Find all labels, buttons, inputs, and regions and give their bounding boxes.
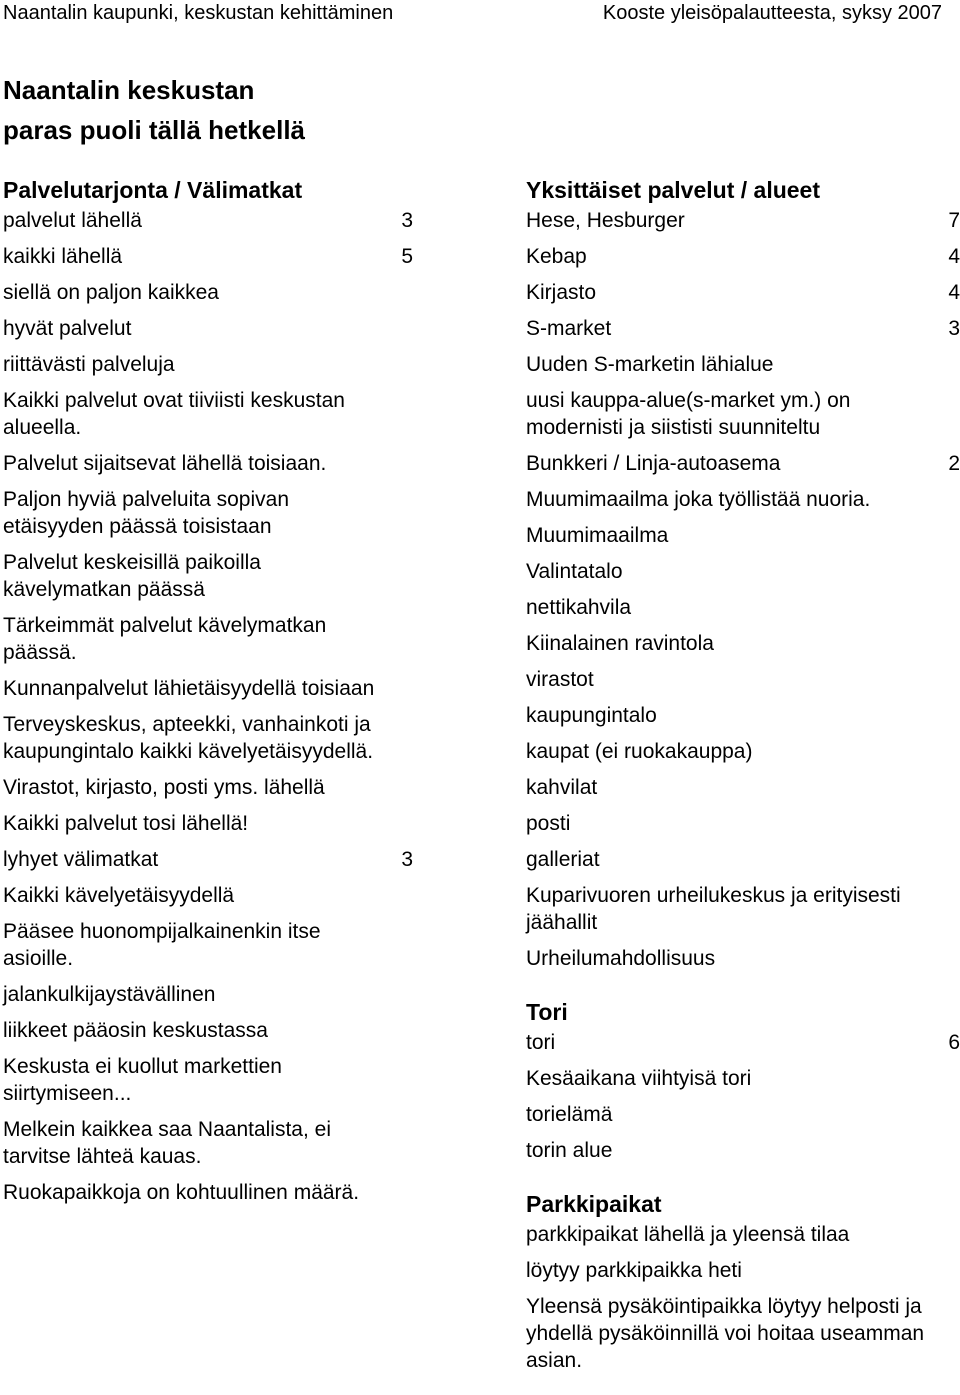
item-text: Kiinalainen ravintola <box>526 632 714 655</box>
item-text: Uuden S-marketin lähialue <box>526 353 774 376</box>
list-item <box>3 846 433 873</box>
list-item <box>526 279 960 306</box>
list-item <box>3 207 433 234</box>
item-text: parkkipaikat lähellä ja yleensä tilaa <box>526 1223 850 1246</box>
item-text: galleriat <box>526 848 600 871</box>
list-item <box>3 612 433 666</box>
list-item <box>3 774 433 801</box>
item-text: S-market <box>526 317 612 340</box>
list-item <box>526 387 960 441</box>
item-text: kaikki lähellä <box>3 245 123 268</box>
list-item <box>3 675 433 702</box>
item-text: riittävästi palveluja <box>3 353 175 376</box>
item-text: Virastot, kirjasto, posti yms. lähellä <box>3 776 325 799</box>
list-item <box>526 945 960 972</box>
list-item <box>526 486 960 513</box>
section-title-tori: Tori <box>526 999 568 1025</box>
item-text: nettikahvila <box>526 596 632 619</box>
list-item <box>526 207 960 234</box>
item-text: Keskusta ei kuollut markettien siirtymiseen... <box>3 1055 282 1105</box>
item-text: kahvilat <box>526 776 598 799</box>
list-item <box>3 387 433 441</box>
item-text: Urheilumahdollisuus <box>526 947 716 970</box>
list-item <box>526 1221 960 1248</box>
item-count: 3 <box>401 848 413 871</box>
item-text: Kaikki palvelut ovat tiiviisti keskustan alueella. <box>3 389 345 439</box>
item-text: virastot <box>526 668 594 691</box>
list-item <box>526 1257 960 1284</box>
item-text: Kaikki palvelut tosi lähellä! <box>3 812 249 835</box>
item-text: Kaikki kävelyetäisyydellä <box>3 884 235 907</box>
list-item <box>526 351 960 378</box>
document-title <box>3 70 305 150</box>
item-text: Muumimaailma <box>526 524 669 547</box>
item-count: 4 <box>948 245 960 268</box>
item-text: siellä on paljon kaikkea <box>3 281 219 304</box>
list-item <box>3 549 433 603</box>
item-text: tori <box>526 1031 556 1054</box>
list-item <box>526 1065 960 1092</box>
list-item <box>3 1053 433 1107</box>
list-item <box>526 738 960 765</box>
list-item <box>526 666 960 693</box>
document-title-line-2: paras puoli tällä hetkellä <box>3 115 305 145</box>
list-item <box>526 1029 960 1056</box>
item-count: 6 <box>948 1031 960 1054</box>
item-text: Palvelut keskeisillä paikoilla kävelymatkan päässä <box>3 551 261 601</box>
list-item <box>3 711 433 765</box>
item-text: Kuparivuoren urheilukeskus ja erityisesti jäähallit <box>526 884 901 934</box>
section-title-individual-services: Yksittäiset palvelut / alueet <box>526 177 821 203</box>
list-item <box>526 594 960 621</box>
services-distances-list <box>3 207 433 1206</box>
list-item <box>3 810 433 837</box>
item-text: Valintatalo <box>526 560 623 583</box>
list-item <box>3 315 433 342</box>
item-text: Hese, Hesburger <box>526 209 685 232</box>
list-item <box>526 450 960 477</box>
list-item <box>3 882 433 909</box>
list-item <box>526 1101 960 1128</box>
item-text: Melkein kaikkea saa Naantalista, ei tarvitse lähteä kauas. <box>3 1118 332 1168</box>
item-text: lyhyet välimatkat <box>3 848 159 871</box>
list-item <box>3 279 433 306</box>
section-title-parking: Parkkipaikat <box>526 1191 662 1217</box>
item-text: torin alue <box>526 1139 613 1162</box>
item-count: 3 <box>948 317 960 340</box>
header-left-text: Naantalin kaupunki, keskustan kehittäminen <box>3 2 394 24</box>
item-count: 2 <box>948 452 960 475</box>
item-text: Yleensä pysäköintipaikka löytyy helposti ja yhdellä pysäköinnillä voi hoitaa useamman asian. <box>526 1295 925 1372</box>
item-count: 7 <box>948 209 960 232</box>
list-item <box>526 522 960 549</box>
list-item <box>526 243 960 270</box>
list-item <box>3 486 433 540</box>
list-item <box>526 810 960 837</box>
list-item <box>3 981 433 1008</box>
item-text: liikkeet pääosin keskustassa <box>3 1019 268 1042</box>
item-text: posti <box>526 812 571 835</box>
individual-services-list <box>526 207 960 972</box>
section-title-services-distances: Palvelutarjonta / Välimatkat <box>3 177 303 203</box>
header-right-text: Kooste yleisöpalautteesta, syksy 2007 <box>602 2 942 24</box>
list-item <box>526 846 960 873</box>
item-text: Kebap <box>526 245 587 268</box>
item-text: Paljon hyviä palveluita sopivan etäisyyden päässä toisistaan <box>3 488 290 538</box>
list-item <box>526 558 960 585</box>
list-item <box>526 774 960 801</box>
list-item <box>3 1179 433 1206</box>
item-text: Muumimaailma joka työllistää nuoria. <box>526 488 871 511</box>
item-count: 4 <box>948 281 960 304</box>
item-text: Terveyskeskus, apteekki, vanhainkoti ja kaupungintalo kaikki kävelyetäisyydellä. <box>3 713 374 763</box>
left-column <box>3 173 433 1215</box>
list-item <box>526 315 960 342</box>
list-item <box>3 450 433 477</box>
list-item <box>3 918 433 972</box>
list-item <box>526 1293 960 1374</box>
item-count: 5 <box>401 245 413 268</box>
list-item <box>3 243 433 270</box>
item-count: 3 <box>401 209 413 232</box>
item-text: Ruokapaikkoja on kohtuullinen määrä. <box>3 1181 360 1204</box>
list-item <box>3 1017 433 1044</box>
item-text: kaupat (ei ruokakauppa) <box>526 740 753 763</box>
list-item <box>526 882 960 936</box>
list-item <box>3 351 433 378</box>
item-text: torielämä <box>526 1103 613 1126</box>
item-text: Bunkkeri / Linja-autoasema <box>526 452 781 475</box>
item-text: löytyy parkkipaikka heti <box>526 1259 742 1282</box>
item-text: Kunnanpalvelut lähietäisyydellä toisiaan <box>3 677 375 700</box>
item-text: Kirjasto <box>526 281 597 304</box>
list-item <box>3 1116 433 1170</box>
list-item <box>526 1137 960 1164</box>
item-text: Kesäaikana viihtyisä tori <box>526 1067 752 1090</box>
item-text: kaupungintalo <box>526 704 657 727</box>
item-text: uusi kauppa-alue(s-market ym.) on modernisti ja siististi suunniteltu <box>526 389 851 439</box>
item-text: jalankulkijaystävällinen <box>3 983 216 1006</box>
list-item <box>526 630 960 657</box>
list-item <box>526 702 960 729</box>
item-text: Tärkeimmät palvelut kävelymatkan päässä. <box>3 614 327 664</box>
tori-list <box>526 1029 960 1164</box>
parking-list <box>526 1221 960 1374</box>
item-text: Palvelut sijaitsevat lähellä toisiaan. <box>3 452 327 475</box>
document-title-line-1: Naantalin keskustan <box>3 75 255 105</box>
item-text: Pääsee huonompijalkainenkin itse asioille. <box>3 920 321 970</box>
item-text: palvelut lähellä <box>3 209 142 232</box>
item-text: hyvät palvelut <box>3 317 132 340</box>
right-column <box>526 173 960 1383</box>
